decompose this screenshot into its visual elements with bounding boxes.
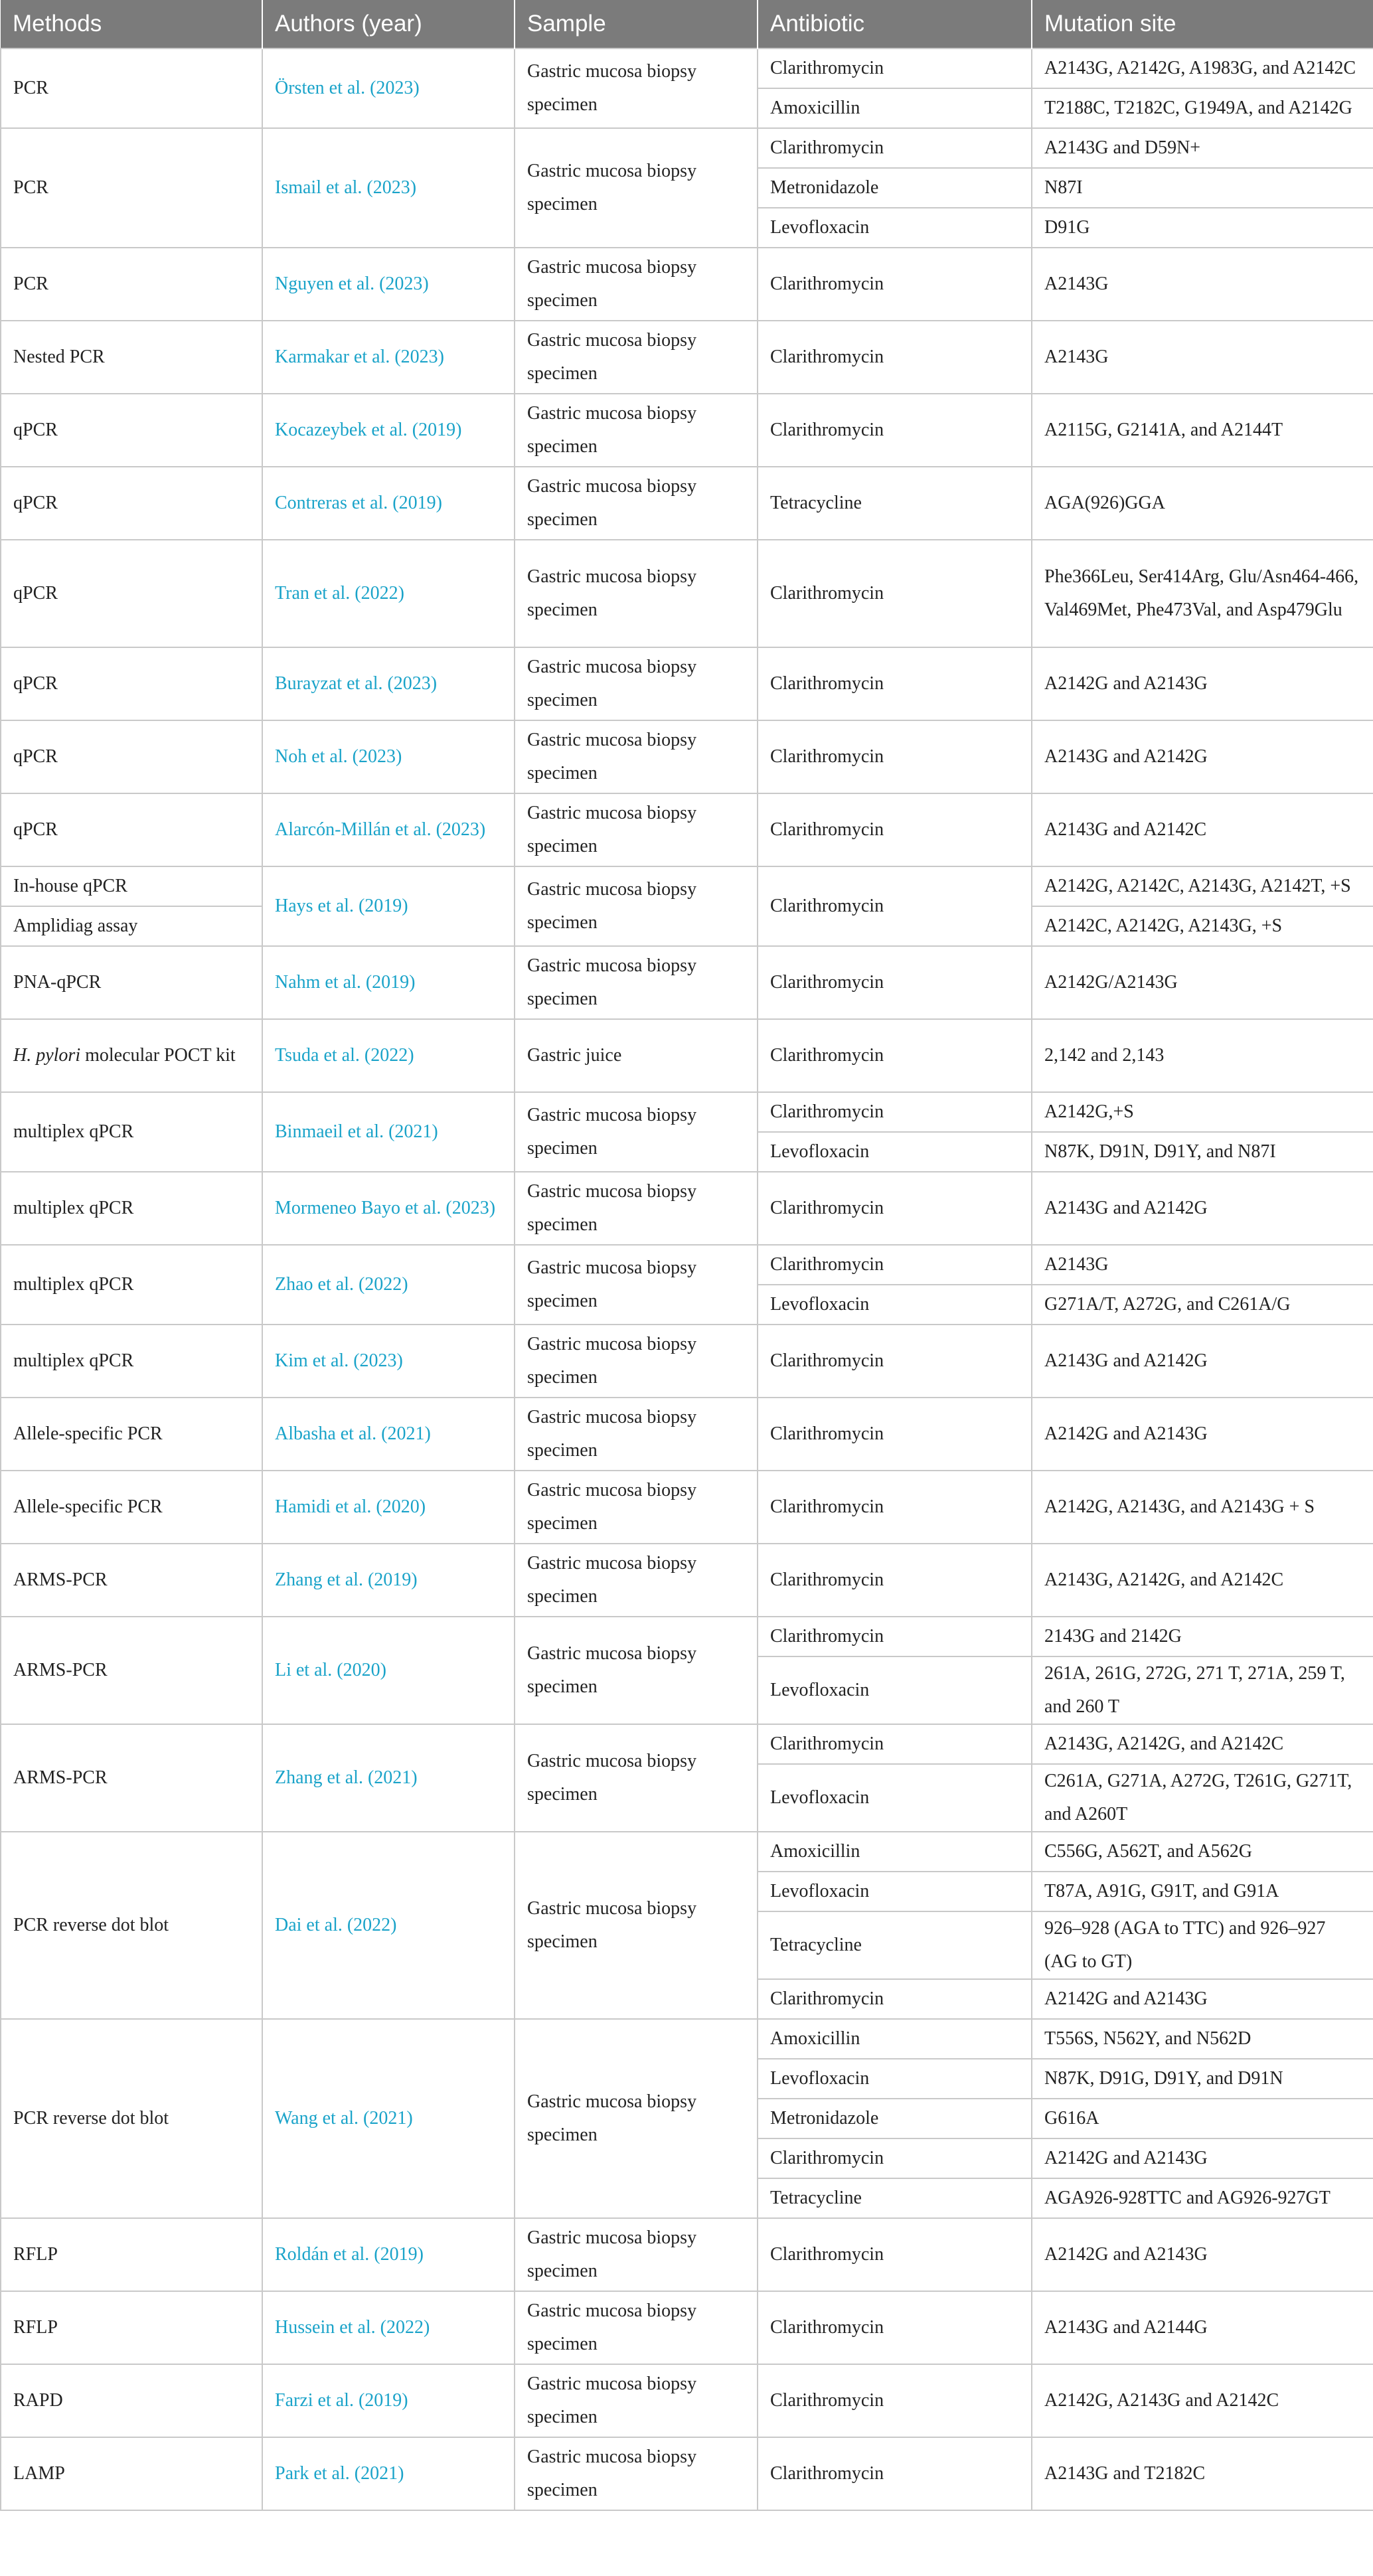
cell-mutation-site: 926–928 (AGA to TTC) and 926–927 (AG to GT) [1032, 1911, 1373, 1979]
cell-antibiotic: Clarithromycin [758, 1471, 1032, 1544]
cell-antibiotic: Clarithromycin [758, 2437, 1032, 2510]
cell-sample: Gastric mucosa biopsy specimen [515, 1617, 758, 1724]
cell-method: Amplidiag assay [1, 906, 262, 946]
cell-method: In-house qPCR [1, 866, 262, 906]
cell-method: PCR [1, 48, 262, 128]
table-row [1, 248, 1373, 321]
cell-author-link[interactable]: Nahm et al. (2019) [262, 946, 515, 1019]
cell-sample: Gastric juice [515, 1019, 758, 1092]
cell-author-link[interactable]: Hamidi et al. (2020) [262, 1471, 515, 1544]
cell-mutation-site: A2143G, A2142G, and A2142C [1032, 1724, 1373, 1764]
cell-sample: Gastric mucosa biopsy specimen [515, 1245, 758, 1325]
cell-antibiotic: Clarithromycin [758, 1092, 1032, 1132]
cell-antibiotic: Levofloxacin [758, 208, 1032, 248]
cell-method: qPCR [1, 647, 262, 720]
cell-antibiotic: Clarithromycin [758, 1979, 1032, 2019]
cell-author-link[interactable]: Nguyen et al. (2023) [262, 248, 515, 321]
cell-antibiotic: Clarithromycin [758, 394, 1032, 467]
cell-sample: Gastric mucosa biopsy specimen [515, 1544, 758, 1617]
table-row [1, 48, 1373, 88]
cell-mutation-site: A2142G and A2143G [1032, 1979, 1373, 2019]
cell-sample: Gastric mucosa biopsy specimen [515, 2364, 758, 2437]
cell-author-link[interactable]: Wang et al. (2021) [262, 2019, 515, 2218]
table-row [1, 946, 1373, 1019]
cell-antibiotic: Clarithromycin [758, 1398, 1032, 1471]
cell-mutation-site: 2143G and 2142G [1032, 1617, 1373, 1656]
cell-antibiotic: Levofloxacin [758, 1656, 1032, 1724]
cell-author-link[interactable]: Hays et al. (2019) [262, 866, 515, 946]
cell-author-link[interactable]: Hussein et al. (2022) [262, 2291, 515, 2364]
cell-antibiotic: Clarithromycin [758, 720, 1032, 793]
cell-author-link[interactable]: Kim et al. (2023) [262, 1325, 515, 1398]
cell-mutation-site: Phe366Leu, Ser414Arg, Glu/Asn464-466, Val469Met, Phe473Val, and Asp479Glu [1032, 540, 1373, 647]
cell-sample: Gastric mucosa biopsy specimen [515, 1172, 758, 1245]
cell-antibiotic: Clarithromycin [758, 1325, 1032, 1398]
cell-sample: Gastric mucosa biopsy specimen [515, 793, 758, 866]
header-row [1, 0, 1373, 48]
cell-sample: Gastric mucosa biopsy specimen [515, 946, 758, 1019]
cell-method: multiplex qPCR [1, 1172, 262, 1245]
cell-mutation-site: G271A/T, A272G, and C261A/G [1032, 1285, 1373, 1325]
cell-author-link[interactable]: Tsuda et al. (2022) [262, 1019, 515, 1092]
cell-antibiotic: Clarithromycin [758, 2364, 1032, 2437]
cell-mutation-site: A2142G and A2143G [1032, 647, 1373, 720]
cell-antibiotic: Amoxicillin [758, 2019, 1032, 2059]
cell-method [1, 1019, 262, 1092]
cell-sample: Gastric mucosa biopsy specimen [515, 467, 758, 540]
cell-method: qPCR [1, 540, 262, 647]
cell-mutation-site: A2142G, A2143G and A2142C [1032, 2364, 1373, 2437]
cell-mutation-site: A2142G and A2143G [1032, 2138, 1373, 2178]
method-organism-name: H. pylori [13, 1045, 81, 1066]
cell-mutation-site: A2115G, G2141A, and A2144T [1032, 394, 1373, 467]
cell-antibiotic: Tetracycline [758, 467, 1032, 540]
cell-sample: Gastric mucosa biopsy specimen [515, 48, 758, 128]
header-authors: Authors (year) [262, 0, 515, 48]
table-row [1, 128, 1373, 168]
cell-author-link[interactable]: Park et al. (2021) [262, 2437, 515, 2510]
cell-sample: Gastric mucosa biopsy specimen [515, 2291, 758, 2364]
cell-mutation-site: 2,142 and 2,143 [1032, 1019, 1373, 1092]
cell-mutation-site: A2142G, A2143G, and A2143G + S [1032, 1471, 1373, 1544]
cell-method: ARMS-PCR [1, 1724, 262, 1832]
cell-mutation-site: A2143G, A2142G, A1983G, and A2142C [1032, 48, 1373, 88]
cell-mutation-site: 261A, 261G, 272G, 271 T, 271A, 259 T, and 260 T [1032, 1656, 1373, 1724]
table-row [1, 1724, 1373, 1764]
cell-antibiotic: Clarithromycin [758, 1544, 1032, 1617]
cell-antibiotic: Clarithromycin [758, 248, 1032, 321]
cell-antibiotic: Tetracycline [758, 1911, 1032, 1979]
cell-mutation-site: A2143G and A2142G [1032, 720, 1373, 793]
table-row [1, 1172, 1373, 1245]
cell-mutation-site: A2143G [1032, 248, 1373, 321]
cell-method: ARMS-PCR [1, 1617, 262, 1724]
cell-method: multiplex qPCR [1, 1325, 262, 1398]
cell-mutation-site: A2142G,+S [1032, 1092, 1373, 1132]
cell-method: PCR reverse dot blot [1, 1832, 262, 2019]
cell-author-link[interactable]: Farzi et al. (2019) [262, 2364, 515, 2437]
cell-author-link[interactable]: Zhao et al. (2022) [262, 1245, 515, 1325]
cell-antibiotic: Clarithromycin [758, 128, 1032, 168]
cell-antibiotic: Levofloxacin [758, 1872, 1032, 1911]
cell-method: qPCR [1, 394, 262, 467]
cell-author-link[interactable]: Burayzat et al. (2023) [262, 647, 515, 720]
cell-sample: Gastric mucosa biopsy specimen [515, 540, 758, 647]
table-row [1, 1832, 1373, 1872]
cell-mutation-site: N87K, D91N, D91Y, and N87I [1032, 1132, 1373, 1172]
cell-author-link[interactable]: Karmakar et al. (2023) [262, 321, 515, 394]
cell-antibiotic: Tetracycline [758, 2178, 1032, 2218]
cell-antibiotic: Clarithromycin [758, 1019, 1032, 1092]
cell-mutation-site: A2142G, A2142C, A2143G, A2142T, +S [1032, 866, 1373, 906]
cell-method: RAPD [1, 2364, 262, 2437]
cell-method: PCR reverse dot blot [1, 2019, 262, 2218]
cell-antibiotic: Levofloxacin [758, 1132, 1032, 1172]
cell-sample: Gastric mucosa biopsy specimen [515, 321, 758, 394]
table-row [1, 1471, 1373, 1544]
cell-author-link[interactable]: Noh et al. (2023) [262, 720, 515, 793]
table-row [1, 1398, 1373, 1471]
cell-mutation-site: N87I [1032, 168, 1373, 208]
cell-antibiotic: Clarithromycin [758, 2138, 1032, 2178]
cell-method: LAMP [1, 2437, 262, 2510]
cell-antibiotic: Metronidazole [758, 2099, 1032, 2138]
cell-author-link[interactable]: Binmaeil et al. (2021) [262, 1092, 515, 1172]
table-row [1, 2437, 1373, 2510]
cell-method: PNA-qPCR [1, 946, 262, 1019]
table-row [1, 866, 1373, 906]
header-mutation-site: Mutation site [1032, 0, 1373, 48]
cell-author-link[interactable]: Kocazeybek et al. (2019) [262, 394, 515, 467]
cell-antibiotic: Clarithromycin [758, 793, 1032, 866]
cell-sample: Gastric mucosa biopsy specimen [515, 394, 758, 467]
cell-antibiotic: Clarithromycin [758, 647, 1032, 720]
table-row [1, 2291, 1373, 2364]
cell-method: ARMS-PCR [1, 1544, 262, 1617]
cell-author-link[interactable]: Tran et al. (2022) [262, 540, 515, 647]
table-row [1, 2364, 1373, 2437]
cell-mutation-site: AGA(926)GGA [1032, 467, 1373, 540]
table-row [1, 1325, 1373, 1398]
cell-mutation-site: A2142G/A2143G [1032, 946, 1373, 1019]
cell-mutation-site: A2143G and A2142G [1032, 1325, 1373, 1398]
table-row [1, 2019, 1373, 2059]
cell-sample: Gastric mucosa biopsy specimen [515, 1398, 758, 1471]
cell-mutation-site: C261A, G271A, A272G, T261G, G271T, and A260T [1032, 1764, 1373, 1832]
cell-sample: Gastric mucosa biopsy specimen [515, 1325, 758, 1398]
cell-mutation-site: T556S, N562Y, and N562D [1032, 2019, 1373, 2059]
cell-author-link[interactable]: Zhang et al. (2021) [262, 1724, 515, 1832]
table-row [1, 720, 1373, 793]
cell-method: RFLP [1, 2291, 262, 2364]
cell-antibiotic: Clarithromycin [758, 1172, 1032, 1245]
cell-mutation-site: A2143G and A2142G [1032, 1172, 1373, 1245]
cell-mutation-site: A2143G and A2144G [1032, 2291, 1373, 2364]
cell-mutation-site: A2143G [1032, 1245, 1373, 1285]
table-row [1, 1245, 1373, 1285]
cell-mutation-site: A2143G and T2182C [1032, 2437, 1373, 2510]
cell-mutation-site: T87A, A91G, G91T, and G91A [1032, 1872, 1373, 1911]
cell-method: multiplex qPCR [1, 1092, 262, 1172]
cell-method: PCR [1, 128, 262, 248]
cell-sample: Gastric mucosa biopsy specimen [515, 1092, 758, 1172]
cell-method: qPCR [1, 793, 262, 866]
cell-mutation-site: N87K, D91G, D91Y, and D91N [1032, 2059, 1373, 2099]
cell-author-link[interactable]: Dai et al. (2022) [262, 1832, 515, 2019]
cell-mutation-site: T2188C, T2182C, G1949A, and A2142G [1032, 88, 1373, 128]
cell-sample: Gastric mucosa biopsy specimen [515, 866, 758, 946]
cell-mutation-site: A2143G and D59N+ [1032, 128, 1373, 168]
cell-sample: Gastric mucosa biopsy specimen [515, 647, 758, 720]
cell-mutation-site: C556G, A562T, and A562G [1032, 1832, 1373, 1872]
cell-author-link[interactable]: Zhang et al. (2019) [262, 1544, 515, 1617]
cell-mutation-site: A2142G and A2143G [1032, 2218, 1373, 2291]
cell-mutation-site: A2143G, A2142G, and A2142C [1032, 1544, 1373, 1617]
cell-method: Allele-specific PCR [1, 1398, 262, 1471]
table-row [1, 1092, 1373, 1132]
cell-mutation-site: A2142C, A2142G, A2143G, +S [1032, 906, 1373, 946]
table-row [1, 321, 1373, 394]
cell-mutation-site: A2142G and A2143G [1032, 1398, 1373, 1471]
cell-mutation-site: A2143G and A2142C [1032, 793, 1373, 866]
cell-antibiotic: Clarithromycin [758, 1724, 1032, 1764]
cell-antibiotic: Clarithromycin [758, 946, 1032, 1019]
table-row [1, 1617, 1373, 1656]
cell-antibiotic: Metronidazole [758, 168, 1032, 208]
table-row [1, 793, 1373, 866]
cell-antibiotic: Clarithromycin [758, 321, 1032, 394]
cell-author-link[interactable]: Contreras et al. (2019) [262, 467, 515, 540]
method-text: molecular POCT kit [80, 1045, 236, 1066]
cell-antibiotic: Clarithromycin [758, 1245, 1032, 1285]
cell-author-link[interactable]: Ismail et al. (2023) [262, 128, 515, 248]
header-antibiotic: Antibiotic [758, 0, 1032, 48]
cell-antibiotic: Levofloxacin [758, 1285, 1032, 1325]
cell-antibiotic: Clarithromycin [758, 866, 1032, 946]
cell-method: multiplex qPCR [1, 1245, 262, 1325]
table-body [1, 48, 1373, 2510]
cell-author-link[interactable]: Li et al. (2020) [262, 1617, 515, 1724]
cell-sample: Gastric mucosa biopsy specimen [515, 2437, 758, 2510]
cell-method: Nested PCR [1, 321, 262, 394]
table-row [1, 394, 1373, 467]
cell-method: RFLP [1, 2218, 262, 2291]
cell-antibiotic: Clarithromycin [758, 540, 1032, 647]
cell-sample: Gastric mucosa biopsy specimen [515, 2019, 758, 2218]
cell-author-link[interactable]: Alarcón-Millán et al. (2023) [262, 793, 515, 866]
cell-antibiotic: Amoxicillin [758, 1832, 1032, 1872]
cell-sample: Gastric mucosa biopsy specimen [515, 248, 758, 321]
header-methods: Methods [1, 0, 262, 48]
cell-method: Allele-specific PCR [1, 1471, 262, 1544]
cell-author-link[interactable]: Mormeneo Bayo et al. (2023) [262, 1172, 515, 1245]
cell-mutation-site: D91G [1032, 208, 1373, 248]
cell-method: qPCR [1, 720, 262, 793]
table-row [1, 647, 1373, 720]
cell-antibiotic: Levofloxacin [758, 2059, 1032, 2099]
cell-mutation-site: AGA926-928TTC and AG926-927GT [1032, 2178, 1373, 2218]
cell-sample: Gastric mucosa biopsy specimen [515, 128, 758, 248]
table-row [1, 1544, 1373, 1617]
cell-sample: Gastric mucosa biopsy specimen [515, 1832, 758, 2019]
cell-sample: Gastric mucosa biopsy specimen [515, 1724, 758, 1832]
cell-mutation-site: G616A [1032, 2099, 1373, 2138]
cell-sample: Gastric mucosa biopsy specimen [515, 720, 758, 793]
cell-author-link[interactable]: Albasha et al. (2021) [262, 1398, 515, 1471]
header-sample: Sample [515, 0, 758, 48]
cell-antibiotic: Clarithromycin [758, 48, 1032, 88]
cell-author-link[interactable]: Roldán et al. (2019) [262, 2218, 515, 2291]
table-row [1, 467, 1373, 540]
table-row [1, 1019, 1373, 1092]
cell-antibiotic: Clarithromycin [758, 2218, 1032, 2291]
cell-mutation-site: A2143G [1032, 321, 1373, 394]
table-row [1, 2218, 1373, 2291]
table-row [1, 540, 1373, 647]
cell-antibiotic: Clarithromycin [758, 1617, 1032, 1656]
cell-method: PCR [1, 248, 262, 321]
cell-sample: Gastric mucosa biopsy specimen [515, 2218, 758, 2291]
cell-sample: Gastric mucosa biopsy specimen [515, 1471, 758, 1544]
cell-author-link[interactable]: Örsten et al. (2023) [262, 48, 515, 128]
cell-antibiotic: Clarithromycin [758, 2291, 1032, 2364]
cell-antibiotic: Levofloxacin [758, 1764, 1032, 1832]
cell-method: qPCR [1, 467, 262, 540]
cell-antibiotic: Amoxicillin [758, 88, 1032, 128]
